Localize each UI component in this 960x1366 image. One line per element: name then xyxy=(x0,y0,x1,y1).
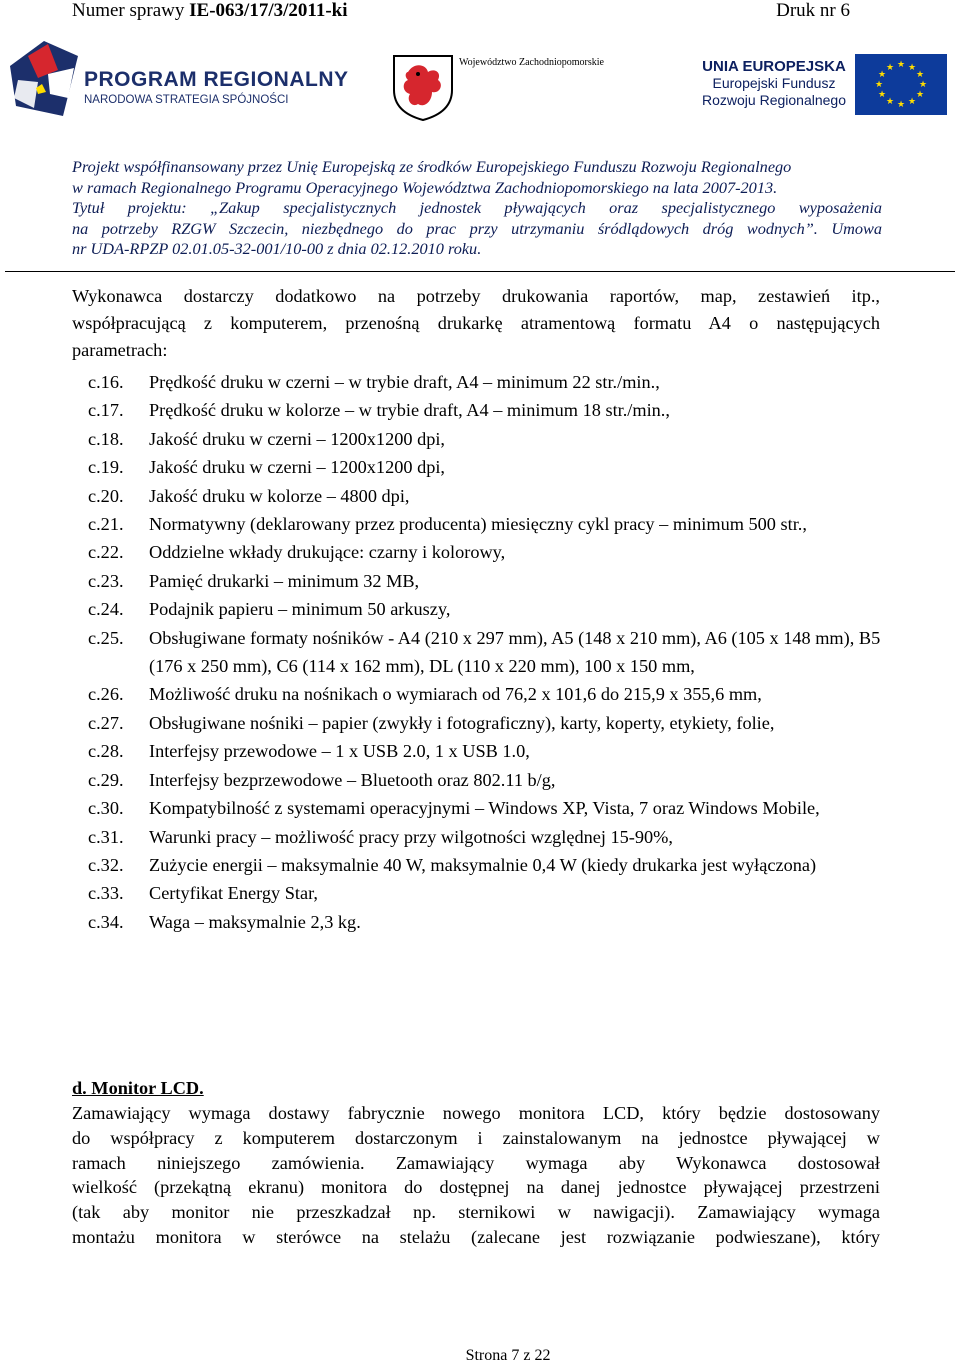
item-number xyxy=(72,624,136,681)
list-item xyxy=(72,851,882,879)
svg-text:★: ★ xyxy=(877,90,887,100)
section-paragraph xyxy=(72,1101,880,1250)
list-item xyxy=(72,567,882,595)
item-number xyxy=(72,794,136,822)
item-text: Prędkość druku w kolorze – w trybie draft, A4 – minimum 18 str./min., xyxy=(149,400,670,421)
item-number-label: c.26. xyxy=(88,684,124,705)
item-number-label: c.34. xyxy=(88,911,124,932)
item-number xyxy=(72,823,136,851)
item-text: Obsługiwane formaty nośników - A4 (210 x 297 mm), A5 (148 x 210 mm), A6 (105 x 148 mm), B5 (176 x 250 mm), C6 (114 x 162 mm), DL (110 x 220 mm), 100 x 150 mm, xyxy=(149,627,881,677)
voivodeship-crest-icon xyxy=(388,52,458,122)
paragraph-line: ramach niniejszego zamówienia. Zamawiający wymaga aby Wykonawca dostosował xyxy=(72,1152,880,1173)
item-number-label: c.20. xyxy=(88,485,124,506)
svg-text:★: ★ xyxy=(874,80,884,90)
paragraph-line: do współpracy z komputerem dostarczonym i zainstalowanym na jednostce pływającej w xyxy=(72,1127,880,1148)
list-item xyxy=(72,538,882,566)
item-number xyxy=(72,368,136,396)
program-title: PROGRAM REGIONALNY xyxy=(84,68,349,91)
eu-fund-line1: Europejski Fundusz xyxy=(712,75,836,91)
list-item xyxy=(72,453,882,481)
item-number xyxy=(72,737,136,765)
item-number xyxy=(72,396,136,424)
section-title: d. Monitor LCD. xyxy=(72,1078,204,1098)
item-number xyxy=(72,425,136,453)
eu-label xyxy=(702,58,846,109)
printer-parameter-list xyxy=(72,368,882,936)
svg-text:★: ★ xyxy=(877,70,887,80)
item-text: Interfejsy bezprzewodowe – Bluetooth oraz 802.11 b/g, xyxy=(149,769,556,790)
item-number-label: c.19. xyxy=(88,457,124,478)
item-number-label: c.33. xyxy=(88,883,124,904)
item-number xyxy=(72,879,136,907)
item-number-label: c.30. xyxy=(88,798,124,819)
list-item xyxy=(72,680,882,708)
list-item xyxy=(72,709,882,737)
list-item xyxy=(72,737,882,765)
item-text: Waga – maksymalnie 2,3 kg. xyxy=(149,911,361,932)
print-number: Druk nr 6 xyxy=(776,0,850,21)
project-info xyxy=(72,157,882,260)
voivodeship-name: Województwo Zachodniopomorskie xyxy=(459,57,604,68)
nss-logo-icon xyxy=(8,36,80,126)
intro-line: Wykonawca dostarczy dodatkowo na potrzeby drukowania raportów, map, zestawień itp., xyxy=(72,286,880,306)
page-number: Strona 7 z 22 xyxy=(465,1347,551,1364)
item-number-label: c.24. xyxy=(88,599,124,620)
paragraph-line: Zamawiający wymaga dostawy fabrycznie nowego monitora LCD, który będzie dostosowany xyxy=(72,1103,880,1123)
item-number xyxy=(72,680,136,708)
intro-line: współpracującą z komputerem, przenośną drukarkę atramentową formatu A4 o następujących xyxy=(72,313,880,333)
item-number xyxy=(72,510,136,538)
list-item xyxy=(72,879,882,907)
list-item xyxy=(72,766,882,794)
program-regionalny-logo xyxy=(8,36,358,126)
list-item xyxy=(72,908,882,936)
svg-text:★: ★ xyxy=(915,90,925,100)
item-text: Podajnik papieru – minimum 50 arkuszy, xyxy=(149,599,451,620)
list-item xyxy=(72,425,882,453)
item-number-label: c.17. xyxy=(88,400,124,421)
list-item xyxy=(72,624,882,681)
case-number-id: IE-063/17/3/2011-ki xyxy=(189,0,348,21)
svg-text:★: ★ xyxy=(918,80,928,90)
list-item xyxy=(72,823,882,851)
item-number-label: c.27. xyxy=(88,712,124,733)
page-header xyxy=(72,0,850,26)
program-subtitle: NARODOWA STRATEGIA SPÓJNOŚCI xyxy=(84,94,289,106)
item-text: Obsługiwane nośniki – papier (zwykły i fotograficzny), karty, koperty, etykiety, folie, xyxy=(149,712,775,733)
case-number-label: Numer sprawy xyxy=(72,0,190,21)
item-text: Jakość druku w czerni – 1200x1200 dpi, xyxy=(149,457,445,478)
project-line: nr UDA-RPZP 02.01.05-32-001/10-00 z dnia 02.12.2010 roku. xyxy=(72,239,482,258)
svg-text:★: ★ xyxy=(907,63,917,73)
svg-text:★: ★ xyxy=(896,60,906,70)
item-number xyxy=(72,709,136,737)
item-number-label: c.29. xyxy=(88,769,124,790)
item-text: Certyfikat Energy Star, xyxy=(149,883,319,904)
svg-text:★: ★ xyxy=(907,97,917,107)
item-number xyxy=(72,908,136,936)
case-number xyxy=(72,0,348,22)
item-text: Kompatybilność z systemami operacyjnymi – Windows XP, Vista, 7 oraz Windows Mobile, xyxy=(149,798,820,819)
item-number xyxy=(72,851,136,879)
item-number-label: c.31. xyxy=(88,826,124,847)
intro-line: parametrach: xyxy=(72,340,168,360)
item-text: Jakość druku w kolorze – 4800 dpi, xyxy=(149,485,410,506)
item-text: Prędkość druku w czerni – w trybie draft, A4 – minimum 22 str./min., xyxy=(149,372,660,392)
svg-text:★: ★ xyxy=(885,97,895,107)
item-text: Normatywny (deklarowany przez producenta) miesięczny cykl pracy – minimum 500 str., xyxy=(149,514,807,535)
intro-paragraph xyxy=(72,283,880,364)
item-text: Warunki pracy – możliwość pracy przy wilgotności względnej 15-90%, xyxy=(149,826,673,847)
svg-text:★: ★ xyxy=(896,100,906,110)
project-line: w ramach Regionalnego Programu Operacyjnego Województwa Zachodniopomorskiego na lata 2007-2013. xyxy=(72,177,778,197)
eu-fund-line2: Rozwoju Regionalnego xyxy=(702,92,846,108)
item-text: Interfejsy przewodowe – 1 x USB 2.0, 1 x USB 1.0, xyxy=(149,741,530,762)
item-number xyxy=(72,453,136,481)
list-item xyxy=(72,482,882,510)
header-divider xyxy=(5,271,955,272)
item-number-label: c.22. xyxy=(88,542,124,563)
item-number-label: c.21. xyxy=(88,514,124,535)
item-number xyxy=(72,766,136,794)
item-number xyxy=(72,538,136,566)
item-number-label: c.16. xyxy=(88,372,124,392)
item-text: Oddzielne wkłady drukujące: czarny i kolorowy, xyxy=(149,542,506,563)
paragraph-line: wielkość (przekątną ekranu) monitora do dostępnej na danej jednostce pływającej przestrzeni xyxy=(72,1177,880,1198)
list-item xyxy=(72,368,882,396)
project-line: Tytuł projektu: „Zakup specjalistycznych jednostek pływających oraz specjalistycznego wyposażenia xyxy=(72,198,882,217)
eu-title: UNIA EUROPEJSKA xyxy=(702,58,846,75)
list-item xyxy=(72,794,882,822)
item-number-label: c.23. xyxy=(88,570,124,591)
item-number xyxy=(72,567,136,595)
item-text: Zużycie energii – maksymalnie 40 W, maksymalnie 0,4 W (kiedy drukarka jest wyłączona) xyxy=(149,854,817,875)
item-number xyxy=(72,595,136,623)
list-item xyxy=(72,510,882,538)
paragraph-line: montażu monitora w sterówce na stelażu (zalecane jest rozwiązanie podwieszane), który xyxy=(72,1226,880,1247)
item-number-label: c.32. xyxy=(88,854,124,875)
project-line: Projekt współfinansowany przez Unię Europejską ze środków Europejskiego Funduszu Rozwoju Regionalnego xyxy=(72,157,792,176)
eu-flag-icon xyxy=(855,54,947,115)
project-line: na potrzeby RZGW Szczecin, niezbędnego do prac przy utrzymaniu śródlądowych dróg wodnych”. Umowa xyxy=(72,218,882,238)
paragraph-line: (tak aby monitor nie przeszkadzał np. sternikowi w nawigacji). Zamawiający wymaga xyxy=(72,1202,880,1223)
svg-text:★: ★ xyxy=(915,70,925,80)
item-number-label: c.28. xyxy=(88,741,124,762)
item-number-label: c.18. xyxy=(88,428,124,449)
item-number-label: c.25. xyxy=(88,627,124,648)
item-text: Możliwość druku na nośnikach o wymiarach od 76,2 x 101,6 do 215,9 x 355,6 mm, xyxy=(149,684,762,705)
list-item xyxy=(72,595,882,623)
svg-text:★: ★ xyxy=(885,63,895,73)
item-number xyxy=(72,482,136,510)
item-text: Pamięć drukarki – minimum 32 MB, xyxy=(149,570,420,591)
list-item xyxy=(72,396,882,424)
item-text: Jakość druku w czerni – 1200x1200 dpi, xyxy=(149,428,445,449)
